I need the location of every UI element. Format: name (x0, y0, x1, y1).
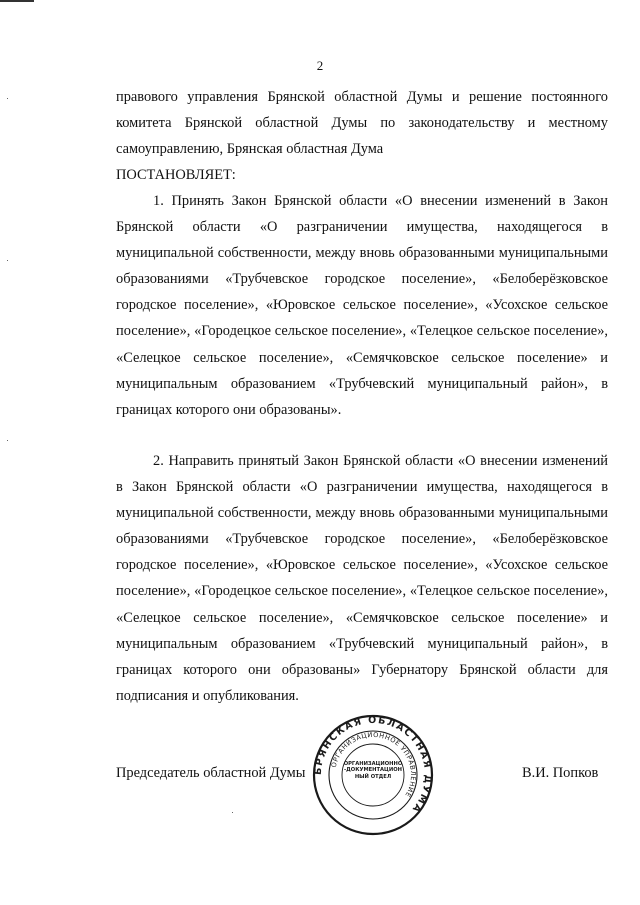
scan-artifact-dot (7, 440, 8, 441)
resolution-item-1: 1. Принять Закон Брянской области «О внесении изменений в Закон Брянской области «О разграничении имущества, находящегося в муниципальной собственности, между вновь образованными муниципальными образованиями «Трубчевское городское поселение», «Белоберёзковское городское поселение», «Юровское сельское поселение», «Усохское сельское поселение», «Городецкое сельское поселение», «Телецкое сельское поселение», «Селецкое сельское поселение», «Семячковское сельское поселение» и муниципальным образованием «Трубчевский муниципальный район», в границах которого они образованы». (116, 193, 608, 418)
signature-title: Председатель областной Думы (116, 765, 306, 781)
stamp-center-text: ОРГАНИЗАЦИОННО-ДОКУМЕНТАЦИОННЫЙ ОТДЕЛ (343, 761, 403, 780)
scan-artifact-dot (232, 812, 233, 813)
resolution-item-2: 2. Направить принятый Закон Брянской области «О внесении изменений в Закон Брянской области «О разграничении имущества, находящегося в муниципальной собственности, между вновь образованными муниципальными образованиями «Трубчевское городское поселение», «Белоберёзковское городское поселение», «Юровское сельское поселение», «Усохское сельское поселение», «Городецкое сельское поселение», «Телецкое сельское поселение», «Селецкое сельское поселение», «Семячковское сельское поселение» и муниципальным образованием «Трубчевский муниципальный район», в границах которого они образованы» Губернатору Брянской области для подписания и опубликования. (116, 453, 608, 704)
scan-artifact-dot (7, 98, 8, 99)
scan-artifact-dot (7, 260, 8, 261)
signature-name: В.И. Попков (522, 765, 599, 781)
scan-artifact-top (0, 0, 34, 2)
stamp-inner-text: ОРГАНИЗАЦИОННОЕ УПРАВЛЕНИЕ (329, 730, 418, 799)
intro-paragraph: правового управления Брянской областной Думы и решение постоянного комитета Брянской областной Думы по законодательству и местному самоуправлению, Брянская областная Дума (116, 89, 608, 158)
stamp-outer-text: БРЯНСКАЯ ОБЛАСТНАЯ ДУМА (312, 714, 434, 816)
page-number: 2 (316, 58, 324, 73)
official-stamp (312, 714, 434, 836)
decree-heading: ПОСТАНОВЛЯЕТ: (116, 167, 236, 183)
